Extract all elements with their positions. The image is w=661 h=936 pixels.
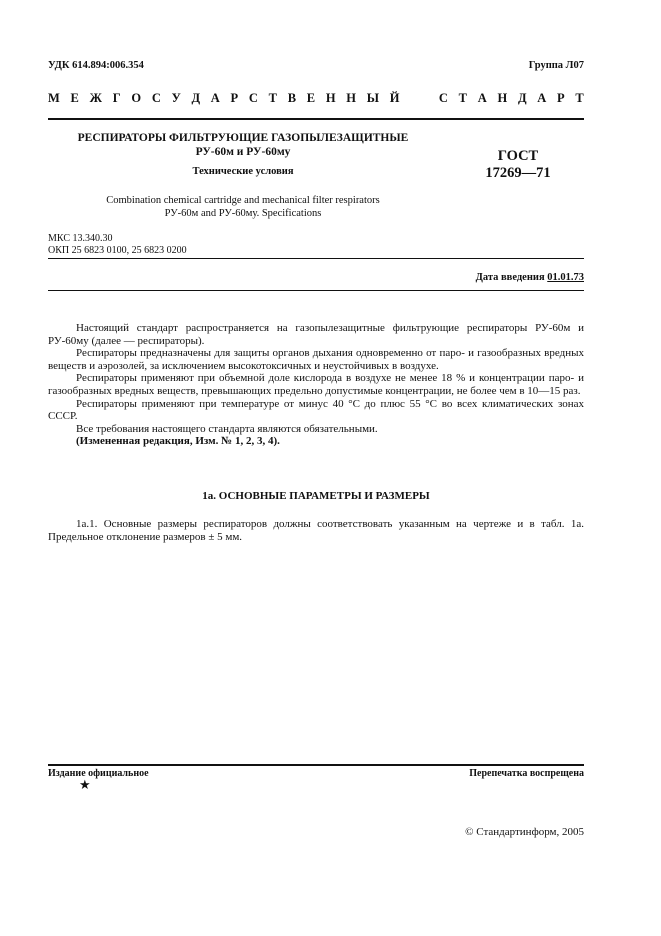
interstate-letter: Г — [112, 91, 121, 105]
reprint-prohibited-label: Перепечатка воспрещена — [469, 768, 584, 779]
interstate-letter: А — [537, 91, 547, 105]
interstate-letter: Р — [557, 91, 565, 105]
interstate-letter: Н — [497, 91, 508, 105]
interstate-letter: А — [210, 91, 220, 105]
intro-date-label: Дата введения — [475, 272, 545, 283]
interstate-letter — [410, 91, 428, 106]
scope-paragraph-5: Все требования настоящего стандарта являются обязательными. — [76, 422, 378, 435]
okp-code: ОКП 25 6823 0100, 25 6823 0200 — [48, 245, 187, 256]
interstate-standard-heading — [48, 91, 584, 106]
header-divider — [48, 118, 584, 120]
standard-title — [48, 131, 438, 159]
official-edition-label: Издание официальное — [48, 768, 149, 779]
section-paragraph-1: 1а.1. Основные размеры респираторов должны соответствовать указанным на чертеже и в табл. 1а. Предельное отклонение размеров ± 5 мм. — [48, 518, 584, 543]
udk-code: УДК 614.894:006.354 — [48, 60, 144, 71]
date-divider — [48, 290, 584, 291]
star-icon: ★ — [79, 777, 91, 792]
interstate-letter: Т — [575, 91, 584, 105]
interstate-letter: Е — [306, 91, 316, 105]
interstate-letter: С — [248, 91, 258, 105]
interstate-letter: Д — [191, 91, 201, 105]
scope-paragraph-2: Респираторы предназначены для защиты органов дыхания одновременно от паро- и газообразных вредных веществ и аэрозолей, за исключением высокотоксичных и неустойчивых в воздухе. — [48, 347, 584, 372]
scope-paragraph-3: Респираторы применяют при объемной доле кислорода в воздухе не менее 18 % и концентрации паро- и газообразных вредных веществ, превышающих предельно допустимые концентрации, не более чем в 10—15 раз. — [48, 372, 584, 397]
footer-divider — [48, 764, 584, 766]
standard-subtitle: Технические условия — [192, 166, 294, 177]
title-line-1: РЕСПИРАТОРЫ ФИЛЬТРУЮЩИЕ ГАЗОПЫЛЕЗАЩИТНЫЕ — [77, 132, 409, 144]
english-title-line-2: РУ-60м and РУ-60му. Specifications — [164, 208, 322, 219]
interstate-letter: Т — [268, 91, 277, 105]
interstate-letter: Й — [389, 91, 400, 105]
gost-label: ГОСТ — [497, 148, 539, 164]
introduction-date — [476, 272, 584, 283]
interstate-letter: Д — [517, 91, 527, 105]
interstate-letter: Р — [230, 91, 239, 105]
interstate-letter: С — [151, 91, 161, 105]
title-line-2: РУ-60м и РУ-60му — [195, 146, 291, 158]
interstate-letter: Н — [325, 91, 336, 105]
interstate-letter: А — [477, 91, 487, 105]
amendment-note: (Измененная редакция, Изм. № 1, 2, 3, 4). — [76, 435, 280, 448]
interstate-letter: Н — [346, 91, 357, 105]
interstate-letter: С — [438, 91, 448, 105]
interstate-letter: Ы — [366, 91, 380, 105]
interstate-letter: Ж — [89, 91, 102, 105]
interstate-letter: Е — [70, 91, 79, 105]
intro-date-value: 01.01.73 — [547, 272, 584, 283]
section-text — [48, 518, 584, 544]
interstate-letter: О — [131, 91, 142, 105]
scope-paragraph-4: Респираторы применяют при температуре от минус 40 °С до плюс 55 °С во всех климатических зонах СССР. — [48, 397, 584, 423]
gost-number: 17269—71 — [485, 165, 551, 181]
mks-code: МКС 13.340.30 — [48, 233, 113, 244]
scope-paragraph-1: Настоящий стандарт распространяется на газопылезащитные фильтрующие респираторы РУ-60м и РУ-60му (далее — респираторы). — [48, 322, 584, 347]
interstate-letter: Т — [458, 91, 468, 105]
section-heading: 1а. ОСНОВНЫЕ ПАРАМЕТРЫ И РАЗМЕРЫ — [202, 490, 430, 502]
gost-designation — [458, 148, 578, 182]
english-title — [48, 194, 438, 220]
interstate-letter: М — [48, 91, 60, 105]
group-code: Группа Л07 — [528, 60, 584, 71]
interstate-letter: В — [287, 91, 297, 105]
codes-divider — [48, 258, 584, 259]
english-title-line-1: Combination chemical cartridge and mechanical filter respirators — [106, 195, 380, 206]
copyright-notice: © Стандартинформ, 2005 — [465, 826, 584, 838]
interstate-letter: У — [171, 91, 181, 105]
scope-text — [48, 322, 584, 448]
classification-codes — [48, 233, 187, 257]
